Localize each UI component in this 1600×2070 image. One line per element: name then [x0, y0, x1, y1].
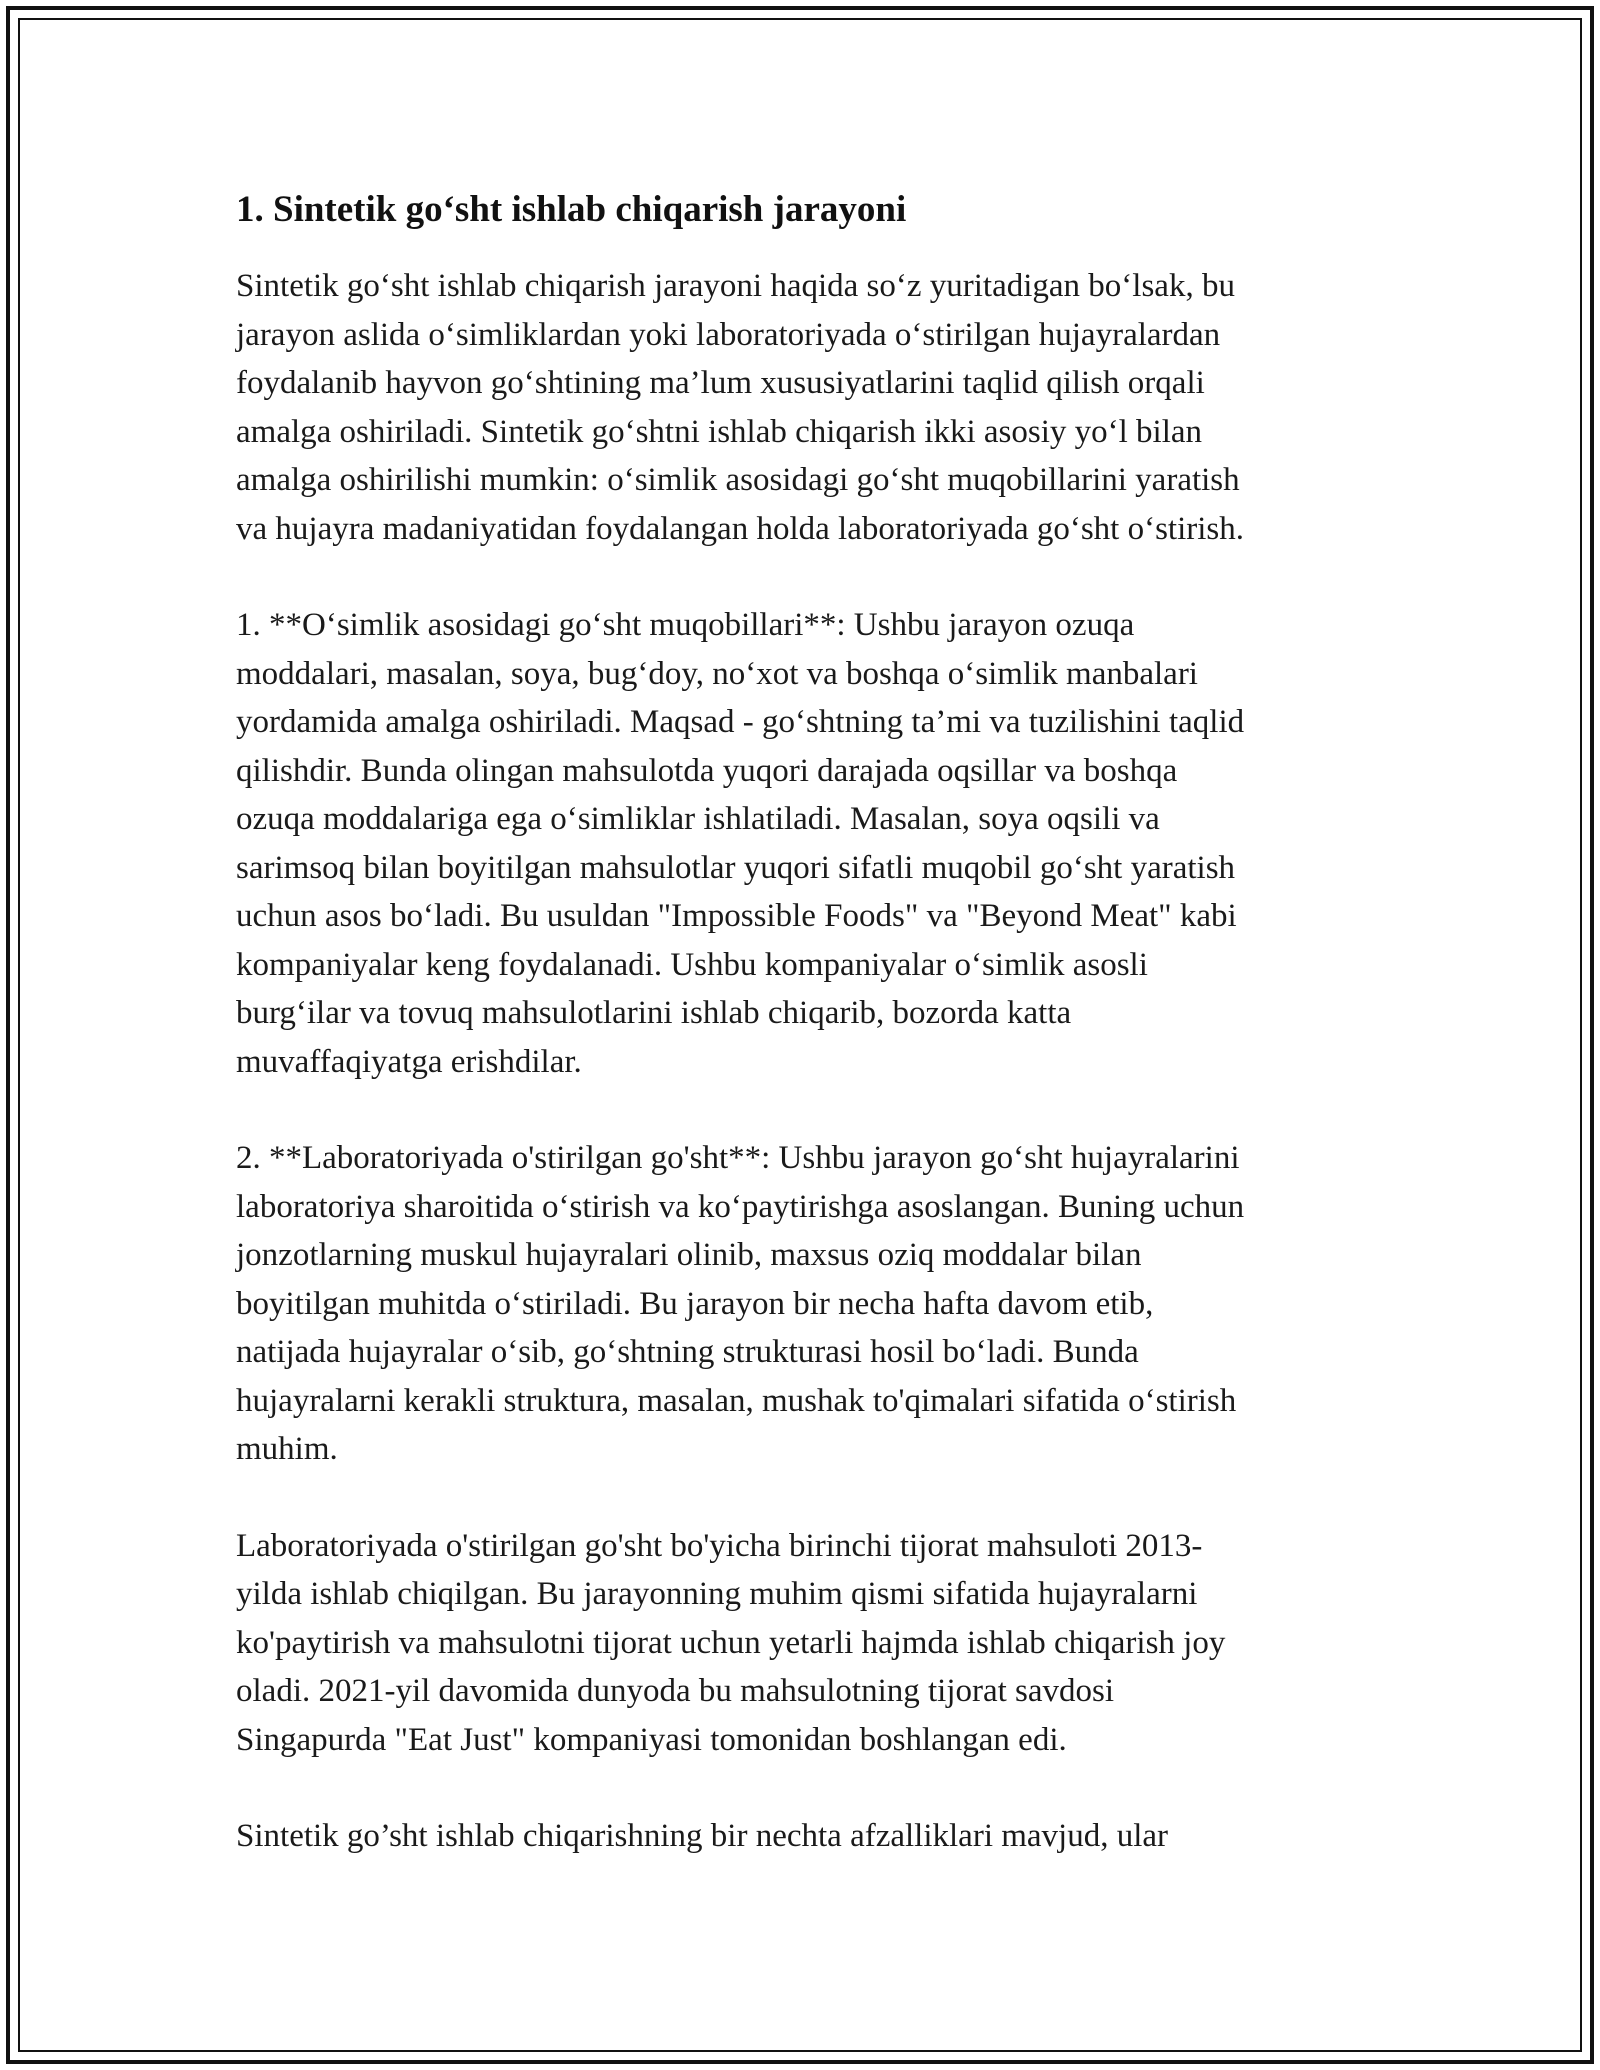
paragraph-line: yordamida amalga oshiriladi. Maqsad - go‘shtning ta’mi va tuzilishini taqlid	[236, 704, 1245, 740]
paragraph-line: laboratoriya sharoitida o‘stirish va ko‘paytirishga asoslangan. Buning uchun	[236, 1188, 1245, 1225]
paragraph-intro	[236, 262, 1366, 553]
paragraph-line: Singapurda "Eat Just" kompaniyasi tomonidan boshlangan edi.	[236, 1721, 1067, 1758]
paragraph-line: kompaniyalar keng foydalanadi. Ushbu kompaniyalar o‘simlik asosli	[236, 946, 1148, 983]
paragraph-line: Laboratoriyada o'stirilgan go'sht bo'yicha birinchi tijorat mahsuloti 2013-	[236, 1527, 1203, 1564]
paragraph-line: 1. **O‘simlik asosidagi go‘sht muqobillari**: Ushbu jarayon ozuqa	[236, 607, 1135, 643]
paragraph-line: jarayon aslida o‘simliklardan yoki laboratoriyada o‘stirilgan hujayralardan	[236, 316, 1221, 353]
paragraph-line: natijada hujayralar o‘sib, go‘shtning strukturasi hosil bo‘ladi. Bunda	[236, 1334, 1139, 1370]
paragraph-line: uchun asos bo‘ladi. Bu usuldan "Impossible Foods" va "Beyond Meat" kabi	[236, 898, 1237, 934]
paragraph-line: yilda ishlab chiqilgan. Bu jarayonning muhim qismi sifatida hujayralarni	[236, 1576, 1198, 1612]
paragraph-line: ozuqa moddalariga ega o‘simliklar ishlatiladi. Masalan, soya oqsili va	[236, 801, 1160, 837]
document-content	[236, 186, 1366, 1909]
paragraph-line: Sintetik go’sht ishlab chiqarishning bir nechta afzalliklari mavjud, ular	[236, 1818, 1169, 1854]
paragraph-line: muhim.	[236, 1431, 338, 1467]
paragraph-line: amalga oshirilishi mumkin: o‘simlik asosidagi go‘sht muqobillarini yaratish	[236, 462, 1240, 498]
paragraph-line: 2. **Laboratoriyada o'stirilgan go'sht**: Ushbu jarayon go‘sht hujayralarini	[236, 1140, 1240, 1176]
paragraph-line: va hujayra madaniyatidan foydalangan holda laboratoriyada go‘sht o‘stirish.	[236, 510, 1245, 547]
paragraph-line: Sintetik go‘sht ishlab chiqarish jarayoni haqida so‘z yuritadigan bo‘lsak, bu	[236, 268, 1235, 304]
paragraph-line: moddalari, masalan, soya, bug‘doy, no‘xot va boshqa o‘simlik manbalari	[236, 655, 1198, 692]
paragraph-line: boyitilgan muhitda o‘stiriladi. Bu jarayon bir necha hafta davom etib,	[236, 1285, 1154, 1322]
paragraph-plant-based	[236, 601, 1366, 1086]
paragraph-line: muvaffaqiyatga erishdilar.	[236, 1043, 582, 1080]
paragraph-line: qilishdir. Bunda olingan mahsulotda yuqori darajada oqsillar va boshqa	[236, 752, 1178, 789]
paragraph-line: ko'paytirish va mahsulotni tijorat uchun yetarli hajmda ishlab chiqarish joy	[236, 1624, 1226, 1661]
paragraph-line: jonzotlarning muskul hujayralari olinib, maxsus oziq moddalar bilan	[236, 1237, 1142, 1273]
paragraph-line: amalga oshiriladi. Sintetik go‘shtni ishlab chiqarish ikki asosiy yo‘l bilan	[236, 413, 1203, 450]
paragraph-line: foydalanib hayvon go‘shtining ma’lum xususiyatlarini taqlid qilish orqali	[236, 365, 1205, 401]
section-heading: 1. Sintetik go‘sht ishlab chiqarish jarayoni	[236, 189, 907, 230]
paragraph-line: sarimsoq bilan boyitilgan mahsulotlar yuqori sifatli muqobil go‘sht yaratish	[236, 849, 1236, 886]
paragraph-line: burg‘ilar va tovuq mahsulotlarini ishlab chiqarib, bozorda katta	[236, 995, 1072, 1031]
paragraph-line: oladi. 2021-yil davomida dunyoda bu mahsulotning tijorat savdosi	[236, 1673, 1115, 1709]
paragraph-line: hujayralarni kerakli struktura, masalan, mushak to'qimalari sifatida o‘stirish	[236, 1382, 1237, 1419]
paragraph-advantages	[236, 1812, 1366, 1861]
paragraph-commercial-history	[236, 1522, 1366, 1765]
paragraph-lab-grown	[236, 1134, 1366, 1474]
